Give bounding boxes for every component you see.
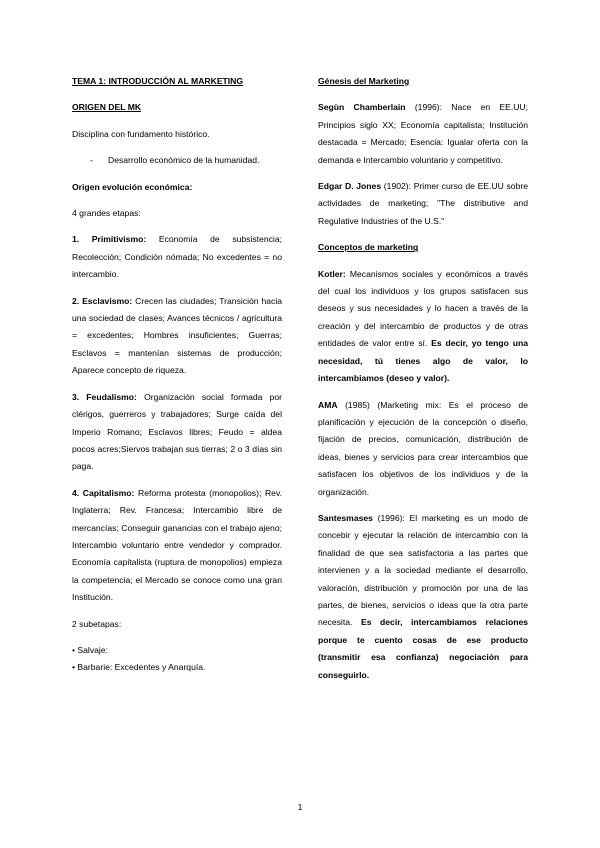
stages-intro: 4 grandes etapas: bbox=[72, 208, 141, 219]
stage-label: 1. Primitivismo: bbox=[72, 234, 147, 245]
genesis-heading: Génesis del Marketing bbox=[318, 76, 410, 86]
stage-text: Economía de subsistencia; Recolección; Condición nómada; No excedentes = no intercambio. bbox=[72, 234, 282, 280]
stage-label: 2. Esclavismo: bbox=[72, 295, 133, 306]
santesmases-name: Santesmases bbox=[318, 512, 373, 523]
jones-name: Edgar D. Jones bbox=[318, 181, 382, 192]
substages-intro: 2 subetapas: bbox=[72, 618, 122, 629]
substage-item: • Salvaje: bbox=[72, 644, 108, 655]
jones-text: (1902): Primer curso de EE.UU sobre actividades de marketing; "The distributive and Regulative Industries of the U.S." bbox=[318, 181, 528, 226]
stage-label: 4. Capitalismo: bbox=[72, 487, 135, 498]
santesmases-summary: Es decir, intercambiamos relaciones porque te cuento cosas de ese producto (transmitir esa confianza) negociación para conseguirlo. bbox=[318, 617, 529, 680]
kotler-text: Mecanismos sociales y económicos a través del cual los individuos y los grupos satisfacen sus deseos y sus necesidades y lo hacen a través de la creación y del intercambio de productos y de otras entidades de valor entre sí. bbox=[318, 268, 529, 349]
stage-paragraph bbox=[72, 389, 282, 476]
dash-item-text: Desarrollo económico de la humanidad. bbox=[108, 155, 260, 166]
right-column bbox=[318, 73, 528, 693]
concepts-heading: Conceptos de marketing bbox=[318, 242, 419, 253]
santesmases-text: (1996): El marketing es un modo de concebir y ejecutar la relación de intercambio con la finalidad de que sea satisfactoria a las partes que intervienen y a la sociedad mediante el desarrollo, valoración, distribución y promoción por una de las partes, de bienes, servicios o ideas que la otra parte necesita. bbox=[318, 512, 529, 628]
ama-text: (1985) (Marketing mix: Es el proceso de planificación y ejecución de la concepción o diseño, fijación de precios, comunicación, distribución de ideas, bienes y servicios para crear intercambios que satisfacen los objetivos de los individuos y de la organización. bbox=[318, 399, 528, 497]
stage-text: Crecen las ciudades; Transición hacia una sociedad de clases; Avances técnicos / agricultura = excedentes; Hombres insuficientes; Guerras; Esclavos = mantenían sistemas de producción; Aparece concepto de riqueza. bbox=[72, 295, 283, 376]
document-title: TEMA 1: INTRODUCCIÓN AL MARKETING bbox=[72, 76, 244, 86]
ama-paragraph bbox=[318, 397, 528, 501]
substage-item: • Barbarie: Excedentes y Anarquía. bbox=[72, 662, 206, 673]
chamberlain-name: Segùn Chamberlain bbox=[318, 102, 406, 113]
kotler-summary: Es decir, yo tengo una necesidad, tú tienes algo de valor, lo intercambiamos (deseo y valor). bbox=[318, 338, 529, 384]
stage-paragraph bbox=[72, 231, 282, 283]
jones-paragraph bbox=[318, 178, 528, 230]
chamberlain-paragraph bbox=[318, 99, 528, 169]
stage-paragraph bbox=[72, 485, 282, 607]
dash-marker: - bbox=[90, 155, 93, 166]
kotler-paragraph bbox=[318, 266, 528, 388]
ama-name: AMA bbox=[318, 399, 338, 410]
kotler-name: Kotler: bbox=[318, 268, 346, 279]
chamberlain-text: (1996): Nace en EE.UU; Principios siglo XX; Economía capitalista; Institución destacada = Mercado; Esencia: Igualar oferta con la demanda e Intercambio voluntario y competitivo. bbox=[318, 102, 529, 165]
origin-heading: ORIGEN DEL MK bbox=[72, 102, 142, 113]
left-column bbox=[72, 73, 282, 677]
stage-text: Organización social formada por clérigos, guerreros y trabajadores; Surge caída del Imperio Romano; Esclavos libres; Feudo = aldea pocos acres;Siervos trabajan sus tierras; 2 o 3 días sin paga. bbox=[72, 391, 283, 472]
intro-paragraph: Disciplina con fundamento histórico. bbox=[72, 128, 210, 139]
dash-list-item bbox=[72, 152, 282, 169]
evolution-heading: Origen evolución económica: bbox=[72, 181, 193, 192]
stage-label: 3. Feudalismo: bbox=[72, 391, 137, 402]
stage-text: Reforma protesta (monopolios); Rev. Inglaterra; Rev. Francesa; Intercambio libre de mercancías; Conseguir ganancias con el trabajo ajeno; Intercambio voluntario entre vendedor y comprador. Economía capitalista (ruptura de monopolios) empieza la competencia; el Mercado se conoce como una gran Institución. bbox=[72, 487, 282, 603]
santesmases-paragraph bbox=[318, 510, 528, 684]
page-number: 1 bbox=[297, 802, 303, 812]
stage-paragraph bbox=[72, 293, 282, 380]
